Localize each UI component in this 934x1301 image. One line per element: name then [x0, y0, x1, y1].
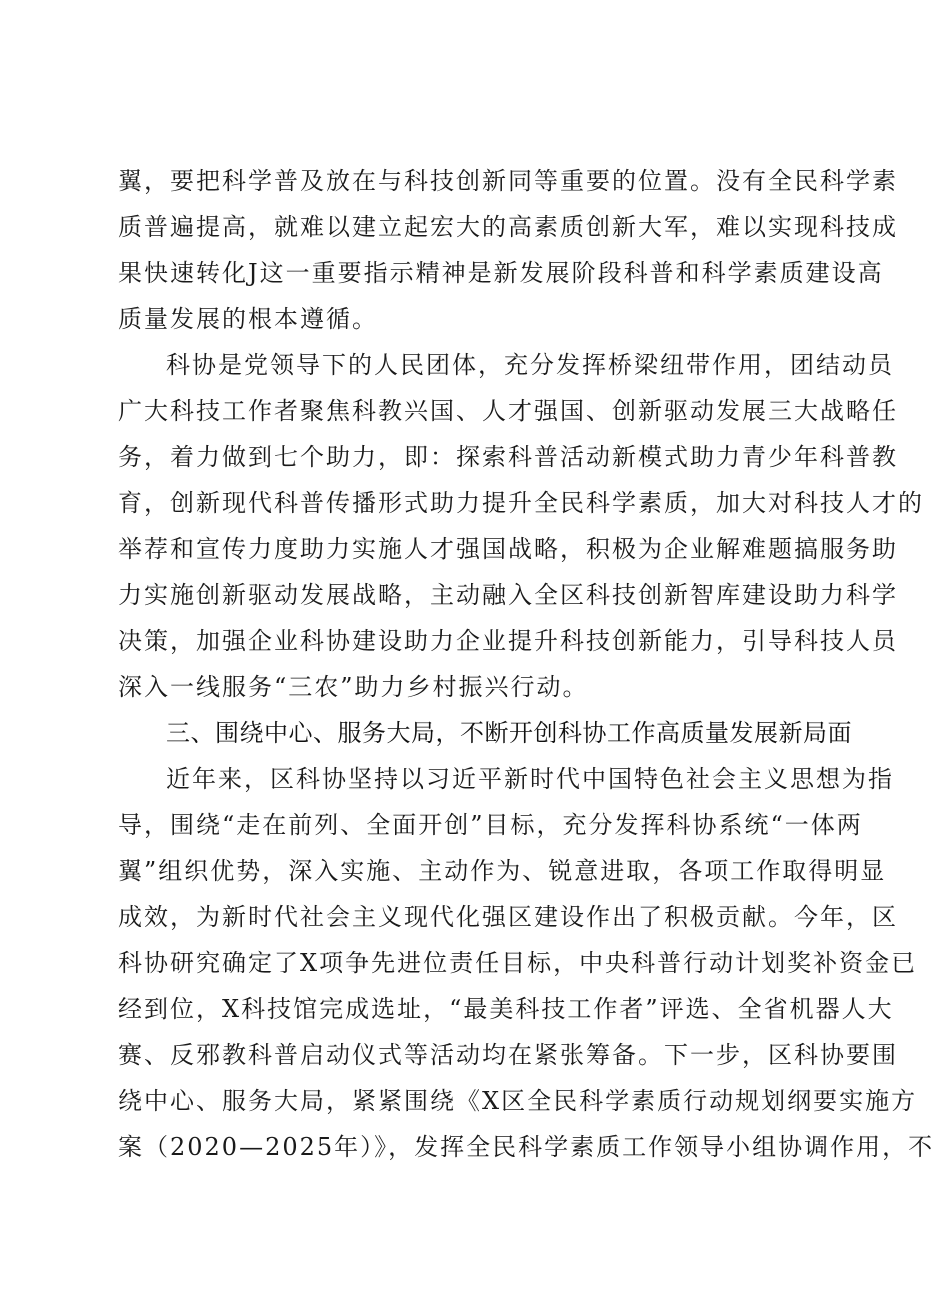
document-body	[118, 158, 934, 1170]
section-heading: 三、围绕中心、服务大局，不断开创科协工作高质量发展新局面	[166, 719, 852, 747]
text-line: 科协研究确定了X项争先进位责任目标，中央科普行动计划奖补资金已	[118, 949, 918, 977]
text-line: 导，围绕“走在前列、全面开创”目标，充分发挥科协系统“一体两	[118, 811, 863, 839]
text-line: 质量发展的根本遵循。	[118, 305, 378, 333]
paragraph-science-association	[118, 342, 924, 710]
text-line: 深入一线服务“三农”助力乡村振兴行动。	[118, 673, 589, 701]
text-line: 经到位，X科技馆完成选址，“最美科技工作者”评选、全省机器人大	[118, 995, 894, 1023]
paragraph-recent-years	[118, 756, 934, 1170]
text-line: 举荐和宣传力度助力实施人才强国战略，积极为企业解难题搞服务助	[118, 535, 898, 563]
text-line: 绕中心、服务大局，紧紧围绕《X区全民科学素质行动规划纲要实施方	[118, 1087, 918, 1115]
text-line: 案（2020—2025年）》，发挥全民科学素质工作领导小组协调作用，不	[118, 1133, 934, 1161]
text-line: 质普遍提高，就难以建立起宏大的高素质创新大军，难以实现科技成	[118, 213, 898, 241]
text-line: 力实施创新驱动发展战略，主动融入全区科技创新智库建设助力科学	[118, 581, 898, 609]
text-line: 翼”组织优势，深入实施、主动作为、锐意进取，各项工作取得明显	[118, 857, 887, 885]
text-line: 果快速转化J这一重要指示精神是新发展阶段科普和科学素质建设高	[118, 259, 884, 287]
text-line: 科协是党领导下的人民团体，充分发挥桥梁纽带作用，团结动员	[166, 351, 894, 379]
text-line: 广大科技工作者聚焦科教兴国、人才强国、创新驱动发展三大战略任	[118, 397, 898, 425]
text-line: 决策，加强企业科协建设助力企业提升科技创新能力，引导科技人员	[118, 627, 898, 655]
text-line: 近年来，区科协坚持以习近平新时代中国特色社会主义思想为指	[166, 765, 894, 793]
paragraph-continuation	[118, 158, 898, 342]
text-line: 务，着力做到七个助力，即：探索科普活动新模式助力青少年科普教	[118, 443, 898, 471]
text-line: 翼，要把科学普及放在与科技创新同等重要的位置。没有全民科学素	[118, 167, 898, 195]
text-line: 成效，为新时代社会主义现代化强区建设作出了积极贡献。今年，区	[118, 903, 898, 931]
text-line: 赛、反邪教科普启动仪式等活动均在紧张筹备。下一步，区科协要围	[118, 1041, 898, 1069]
text-line: 育，创新现代科普传播形式助力提升全民科学素质，加大对科技人才的	[118, 489, 924, 517]
